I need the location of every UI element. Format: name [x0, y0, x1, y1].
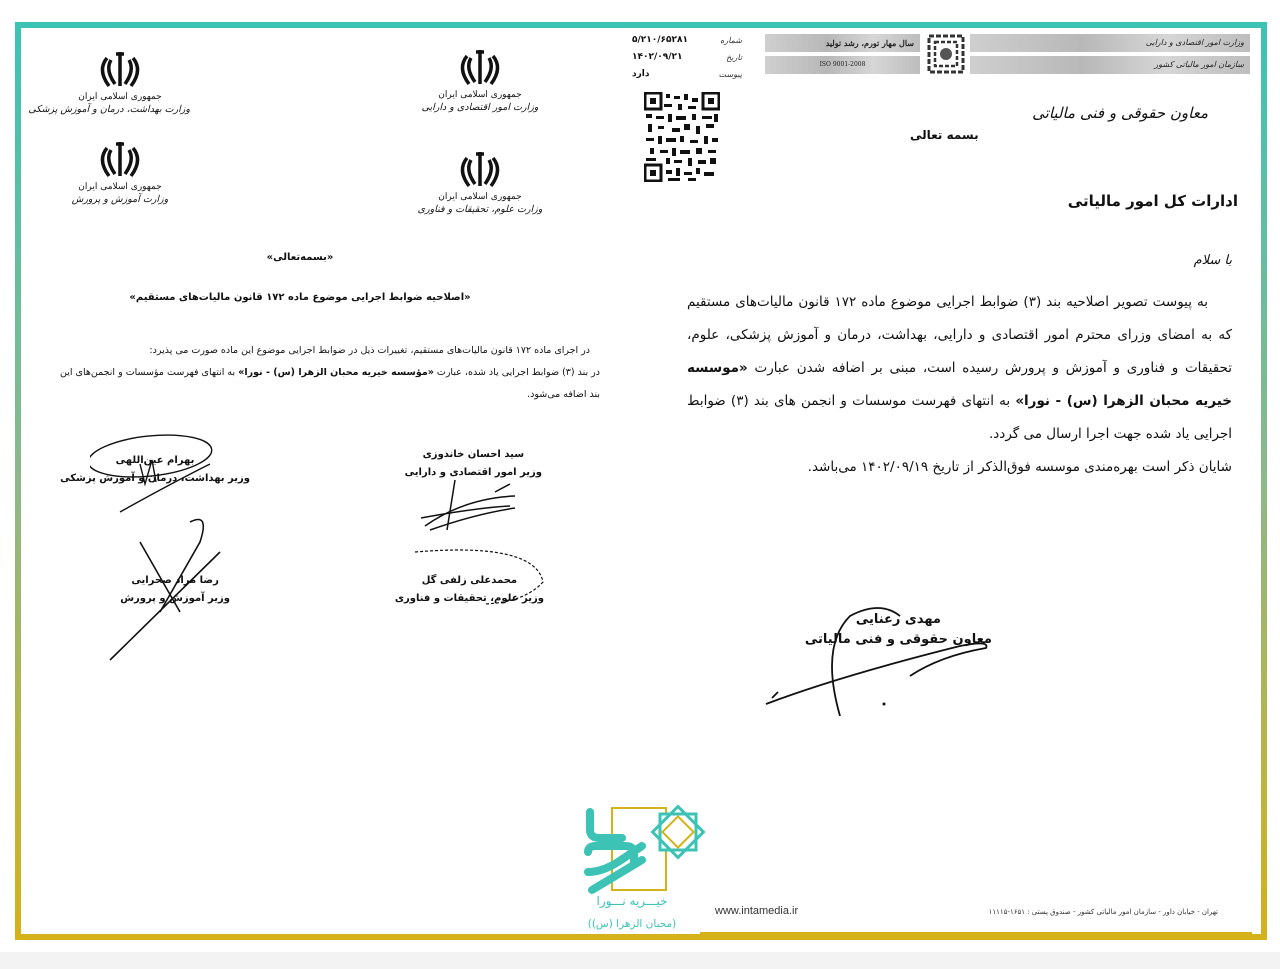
slogan-label: سال مهار تورم، رشد تولید	[765, 34, 920, 52]
amendment-document	[28, 40, 630, 690]
amendment-title: «اصلاحیه ضوابط اجرایی موضوع ماده ۱۷۲ قانون مالیات‌های مستقیم»	[129, 292, 471, 303]
iran-emblem-icon	[453, 150, 507, 190]
iso-label: ISO 9001-2008	[765, 56, 920, 74]
letter-meta	[632, 32, 742, 83]
letter-date-row: تاریخ ۱۴۰۲/۰۹/۲۱	[632, 49, 742, 66]
emblem-education-ministry: جمهوری اسلامی ایران وزارت آموزش و پرورش	[50, 140, 190, 205]
amendment-line-1: در اجرای ماده ۱۷۲ قانون مالیات‌های مستقیم، تغییرات ذیل در ضوابط اجرایی موضوع این ماده صورت می پذیرد:	[149, 345, 590, 356]
amendment-body	[60, 340, 600, 406]
footer-website-link[interactable]: www.intamedia.ir	[715, 905, 799, 917]
tax-letter-document	[630, 28, 1260, 918]
charity-name-highlight: «موسسه خیریه محبان الزهرا (س) - نورا»	[687, 360, 1232, 409]
deputy-heading: معاون حقوقی و فنی مالیاتی	[1032, 104, 1208, 122]
letter-date: ۱۴۰۲/۰۹/۲۱	[632, 52, 683, 62]
signer-title: معاون حقوقی و فنی مالیاتی	[804, 632, 992, 647]
signature-scribble-icon	[760, 606, 1000, 716]
salutation: با سلام	[1193, 253, 1232, 268]
emblem-health-ministry: جمهوری اسلامی ایران وزارت بهداشت، درمان و آموزش پزشکی	[50, 50, 190, 115]
left-bismillah: «بسمه‌تعالی»	[266, 252, 334, 263]
signer-name: مهدی رعنایی	[855, 612, 941, 627]
iran-emblem-icon	[93, 140, 147, 180]
recipient: ادارات کل امور مالیاتی	[1067, 192, 1238, 210]
effective-date-note: شایان ذکر است بهره‌مندی موسسه فوق‌الذکر از تاریخ ۱۴۰۲/۰۹/۱۹ می‌باشد.	[807, 459, 1232, 475]
qr-code-icon	[644, 92, 720, 182]
attachment-row: پیوست دارد	[632, 66, 742, 83]
ministry-label: وزارت امور اقتصادی و دارایی	[970, 34, 1250, 52]
letterhead	[765, 32, 1250, 74]
iran-emblem-icon	[93, 50, 147, 90]
amendment-line-2: در بند (۳) ضوابط اجرایی یاد شده، عبارت «مؤسسه خیریه محبان الزهرا (س) - نورا» به انتهای فهرست مؤسسات و انجمن‌های این بند اضافه می‌شود.	[60, 367, 601, 400]
letter-body	[687, 286, 1232, 484]
noura-charity-logo	[582, 802, 712, 952]
charity-name: خیـــریه نـــورا	[596, 894, 668, 908]
charity-subtitle: (محبان الزهرا (س))	[587, 918, 677, 930]
bismillah: بسمه تعالی	[910, 128, 979, 142]
footer-address: تهران - خیابان داور - سازمان امور مالیاتی کشور - صندوق پستی : ۱۶۵۱-۱۱۱۱۵	[988, 908, 1218, 916]
bottom-strip	[0, 952, 1280, 969]
noura-logo-mark-icon	[582, 802, 712, 897]
tax-organization-logo-icon	[925, 32, 967, 76]
footer-divider	[700, 932, 1252, 936]
signature-science-minister: محمدعلی زلفی گل وزیر علوم، تحقیقات و فناوری	[395, 572, 544, 608]
signature-education-minister: رضا مراد صحرایی وزیر آموزش و پرورش	[120, 572, 230, 608]
signature-scribble-icon	[415, 478, 525, 538]
emblem-economy-ministry: جمهوری اسلامی ایران وزارت امور اقتصادی و دارایی	[410, 48, 550, 113]
signature-health-minister: بهرام عین‌اللهی وزیر بهداشت، درمان و آموزش پزشکی	[60, 452, 250, 488]
letter-number-row: شماره ۵/۲۱۰/۶۵۲۸۱	[632, 32, 742, 49]
iran-emblem-icon	[453, 48, 507, 88]
organization-label: سازمان امور مالیاتی کشور	[970, 56, 1250, 74]
letter-number: ۵/۲۱۰/۶۵۲۸۱	[632, 35, 689, 45]
attachment-value: دارد	[632, 69, 650, 79]
signature-economy-minister: سید احسان خاندوزی وزیر امور اقتصادی و دارایی	[405, 446, 542, 482]
letter-paragraph: به پیوست تصویر اصلاحیه بند (۳) ضوابط اجرایی موضوع ماده ۱۷۲ قانون مالیات‌های مستقیم که به امضای وزرای محترم امور اقتصادی و دارایی، بهداشت، درمان و آموزش پزشکی، علوم، تحقیقات و فناوری و آموزش و پرورش رسیده است، مبنی بر اضافه شدن عبارت «موسسه خیریه محبان الزهرا (س) - نورا» به انتهای فهرست موسسات و انجمن های بند (۳) ضوابط اجرایی یاد شده جهت اجرا ارسال می گردد.	[687, 294, 1232, 442]
emblem-science-ministry: جمهوری اسلامی ایران وزارت علوم، تحقیقات و فناوری	[410, 150, 550, 215]
